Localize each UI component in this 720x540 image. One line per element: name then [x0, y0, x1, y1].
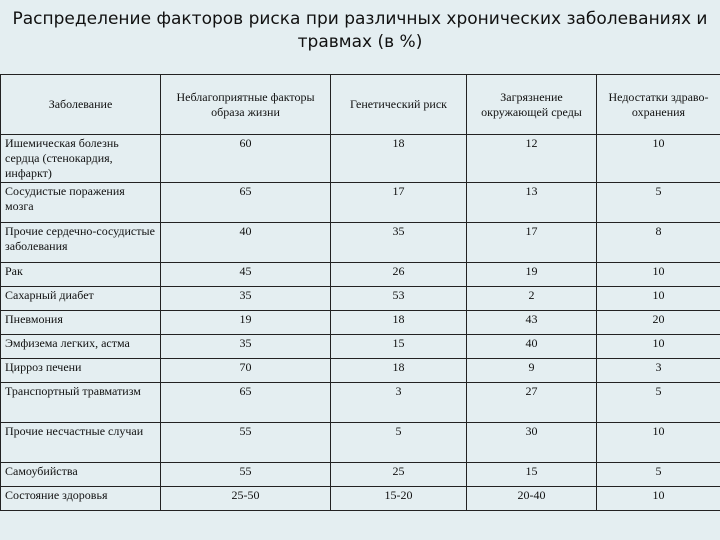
cell-lifestyle: 45: [161, 263, 331, 287]
cell-genetic: 26: [331, 263, 467, 287]
cell-healthcare: 5: [597, 463, 720, 487]
row-disease-name: Ишемическая болезнь сердца (стенокардия, инфаркт): [1, 135, 161, 183]
row-disease-name: Сахарный диабет: [1, 287, 161, 311]
cell-environment: 17: [467, 223, 597, 263]
table-body: [1, 135, 720, 511]
cell-environment: 27: [467, 383, 597, 423]
cell-lifestyle: 25-50: [161, 487, 331, 511]
cell-environment: 2: [467, 287, 597, 311]
cell-lifestyle: 65: [161, 383, 331, 423]
page-title: Распределение факторов риска при различных хронических заболеваниях и травмах (в %): [12, 9, 708, 52]
cell-lifestyle: 35: [161, 287, 331, 311]
cell-environment: 40: [467, 335, 597, 359]
cell-environment: 13: [467, 183, 597, 223]
column-header-disease: Заболевание: [1, 75, 161, 135]
column-header-lifestyle: Неблагоприятные факторы образа жизни: [161, 75, 331, 135]
row-disease-name: Прочие несчастные случаи: [1, 423, 161, 463]
cell-genetic: 25: [331, 463, 467, 487]
column-header-healthcare: Недостатки здраво-охранения: [597, 75, 720, 135]
cell-genetic: 18: [331, 311, 467, 335]
row-disease-name: Сосудистые поражения мозга: [1, 183, 161, 223]
cell-environment: 43: [467, 311, 597, 335]
row-disease-name: Рак: [1, 263, 161, 287]
cell-genetic: 53: [331, 287, 467, 311]
row-disease-name: Эмфизема легких, астма: [1, 335, 161, 359]
table-row: [1, 223, 720, 263]
cell-lifestyle: 35: [161, 335, 331, 359]
cell-healthcare: 20: [597, 311, 720, 335]
table-row: [1, 183, 720, 223]
cell-lifestyle: 55: [161, 423, 331, 463]
cell-lifestyle: 65: [161, 183, 331, 223]
row-disease-name: Транспортный травматизм: [1, 383, 161, 423]
cell-genetic: 18: [331, 359, 467, 383]
row-disease-name: Самоубийства: [1, 463, 161, 487]
cell-healthcare: 10: [597, 487, 720, 511]
table-row: [1, 335, 720, 359]
cell-lifestyle: 60: [161, 135, 331, 183]
cell-healthcare: 10: [597, 287, 720, 311]
table-row: [1, 383, 720, 423]
cell-lifestyle: 55: [161, 463, 331, 487]
cell-healthcare: 5: [597, 183, 720, 223]
table-row: [1, 135, 720, 183]
cell-healthcare: 10: [597, 263, 720, 287]
cell-environment: 12: [467, 135, 597, 183]
cell-genetic: 3: [331, 383, 467, 423]
table-row: [1, 311, 720, 335]
table-row: [1, 287, 720, 311]
cell-genetic: 5: [331, 423, 467, 463]
cell-healthcare: 10: [597, 423, 720, 463]
cell-healthcare: 10: [597, 335, 720, 359]
cell-lifestyle: 40: [161, 223, 331, 263]
cell-healthcare: 3: [597, 359, 720, 383]
table-header-row: [1, 75, 720, 135]
row-disease-name: Цирроз печени: [1, 359, 161, 383]
column-header-environment: Загрязнение окружающей среды: [467, 75, 597, 135]
cell-environment: 20-40: [467, 487, 597, 511]
row-disease-name: Состояние здоровья: [1, 487, 161, 511]
cell-healthcare: 5: [597, 383, 720, 423]
table-row: [1, 463, 720, 487]
cell-genetic: 15-20: [331, 487, 467, 511]
cell-genetic: 15: [331, 335, 467, 359]
table-row: [1, 263, 720, 287]
cell-healthcare: 10: [597, 135, 720, 183]
row-disease-name: Прочие сердечно-сосудистые заболевания: [1, 223, 161, 263]
cell-environment: 9: [467, 359, 597, 383]
column-header-genetic: Генетический риск: [331, 75, 467, 135]
cell-genetic: 17: [331, 183, 467, 223]
table-row: [1, 359, 720, 383]
cell-lifestyle: 70: [161, 359, 331, 383]
row-disease-name: Пневмония: [1, 311, 161, 335]
cell-genetic: 35: [331, 223, 467, 263]
cell-environment: 30: [467, 423, 597, 463]
cell-genetic: 18: [331, 135, 467, 183]
cell-environment: 19: [467, 263, 597, 287]
table-row: [1, 423, 720, 463]
table-row: [1, 487, 720, 511]
cell-environment: 15: [467, 463, 597, 487]
risk-factors-table: [0, 74, 720, 511]
cell-lifestyle: 19: [161, 311, 331, 335]
cell-healthcare: 8: [597, 223, 720, 263]
